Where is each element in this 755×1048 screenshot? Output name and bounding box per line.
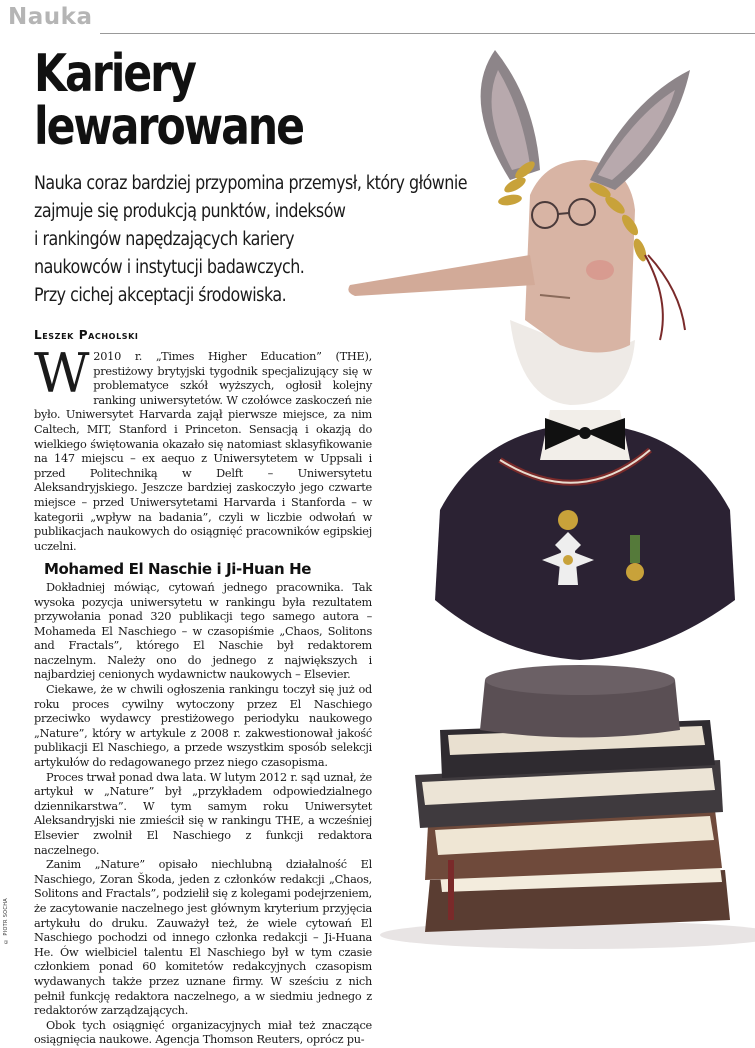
headline-line-1: Kariery [34,44,195,104]
paragraph-5: Zanim „Nature” opisało niechlubną działalność El Naschiego, Zoran Škoda, jeden z członków redakcji „Chaos, Solitons and Fractals”, podzielił się z kolegami podejrzeniem, że zacytowanie naczelnego jest głównym kryterium przyjęcia artykułu do druku. Zauważył też, że wiele cytowań El Naschiego pochodzi od innego członka redakcji – Ji-Huana He. Ów wielbiciel talentu El Naschiego był w tym czasie członkiem ponad 60 komitetów redakcyjnych czasopism wydawanych także przez uznane firmy. W sześciu z nich pełnił funkcję redaktora naczelnego, a w siedmiu jednego z redaktorów zarządzających. [34,858,372,1018]
lead-line-1: Nauka coraz bardziej przypomina przemysł, który głównie [34,173,468,194]
section-label: Nauka [8,4,93,30]
article-lead [34,170,468,310]
section-header [0,0,755,34]
lead-line-4: naukowców i instytucji badawczych. [34,257,305,278]
paragraph-3: Ciekawe, że w chwili ogłoszenia rankingu toczył się już od roku proces cywilny wytoczony przez El Naschiego przeciwko wydawcy prestiżowego periodyku naukowego „Nature”, który w artykule z 2008 r. zakwestionował jakość publikacji El Naschiego, a przede wszystkim sposób selekcji artykułów do redagowanego przez niego czasopisma. [34,683,372,770]
paragraph-2: Dokładniej mówiąc, cytowań jednego pracownika. Tak wysoka pozycja uniwersytetu w rankingu była rezultatem przywołania ponad 320 publikacji tego samego autora – Mohameda El Naschiego – w czasopiśmie „Chaos, Solitons and Fractals”, którego El Naschie był redaktorem naczelnym. Należy ono do jednego z największych i najbardziej cenionych wydawnictw naukowych – Elsevier. [34,580,372,682]
books-stack-icon [415,720,730,932]
photo-credit: © PIOTR SOCHA [3,898,9,944]
lead-line-2: zajmuje się produkcją punktów, indeksów [34,201,346,222]
headline-line-2: lewarowane [34,97,303,157]
section-subhead: Mohamed El Naschie i Ji-Huan He [44,560,312,579]
article-body [34,342,372,1048]
section-rule [100,33,755,34]
article-headline [34,44,303,157]
drop-cap: W [34,342,90,405]
lead-line-3: i rankingów napędzających kariery [34,229,294,250]
lead-line-5: Przy cichej akceptacji środowiska. [34,285,287,306]
paragraph-1-text: 2010 r. „Times Higher Education” (THE), prestiżowy brytyjski tygodnik specjalizujący się w problematyce szkół wyższych, ogłosił kolejny ranking uniwersytetów. W czołówce zaskoczeń nie było. Uniwersytet Harvarda zajął pierwsze miejsce, za nim Caltech, MIT, Stanford i Princeton. Sensacją i okazją do wielkiego świętowania okazało się natomiast sklasyfikowanie na 147 miejscu – ex aequo z Uniwersytetem w Uppsali i przed Politechniką w Delft – Uniwersytetu Aleksandryjskiego. Jeszcze bardziej zaskoczyło jego czwarte miejsce – przed Uniwersytetami Harvarda i Stanforda – w kategorii „wpływ na badania”, czyli w liczbie odwołań w publikacjach naukowych do osiągnięć pracowników egipskiej uczelni. [34,350,372,553]
author-byline: Leszek Pacholski [34,328,139,342]
paragraph-1 [34,342,372,554]
paragraph-4: Proces trwał ponad dwa lata. W lutym 2012 r. sąd uznał, że artykuł w „Nature” był „przykładem odpowiedzialnego dziennikarstwa”. W tym samym roku Uniwersytet Aleksandryjski nie zmieścił się w rankingu THE, a wcześniej Elsevier zwolnił El Naschiego z funkcji redaktora naczelnego. [34,770,372,857]
paragraph-6: Obok tych osiągnięć organizacyjnych miał też znaczące osiągnięcia naukowe. Agencja Thomson Reuters, oprócz pu- [34,1018,372,1047]
